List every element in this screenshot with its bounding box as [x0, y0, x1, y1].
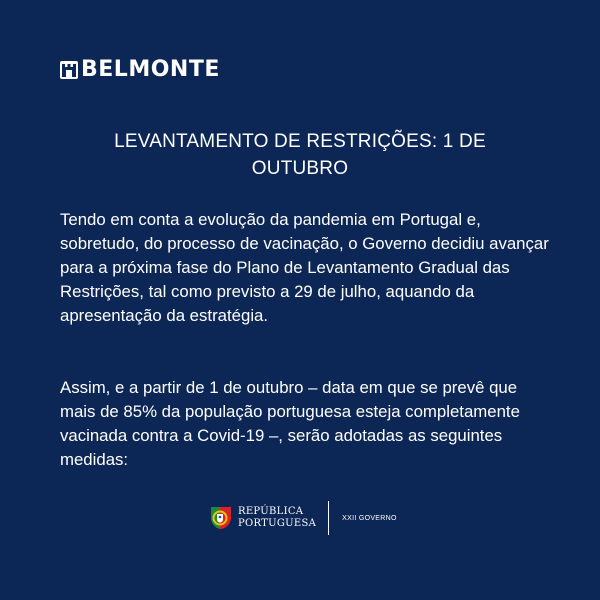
belmonte-logo — [60, 59, 220, 81]
republic-name-line-1: REPÚBLICA — [238, 506, 304, 517]
logo-divider — [328, 501, 329, 535]
paragraph-intro: Tendo em conta a evolução da pandemia em Portugal e, sobretudo, do processo de vacinação, o Governo decidiu avançar para a próxima fase do Plano de Levantamento Gradual das Restrições, tal como previsto a 29 de julho, aquando da apresentação da estratégia. — [60, 210, 549, 325]
republic-name-line-2: PORTUGUESA — [238, 518, 317, 529]
brand-name: BELMONTE — [81, 57, 220, 82]
portuguese-republic-emblem-icon — [209, 503, 233, 533]
page-title: LEVANTAMENTO DE RESTRIÇÕES: 1 DE OUTUBRO — [114, 131, 486, 179]
paragraph-measures: Assim, e a partir de 1 de outubro – data em que se prevê que mais de 85% da população portuguesa esteja completamente vacinada contra a Covid-19 –, serão adotadas as seguintes medidas: — [60, 378, 520, 469]
government-logo — [209, 500, 397, 536]
republic-name — [238, 506, 316, 530]
government-label: XXII GOVERNO — [342, 514, 397, 522]
castle-icon — [60, 61, 78, 79]
